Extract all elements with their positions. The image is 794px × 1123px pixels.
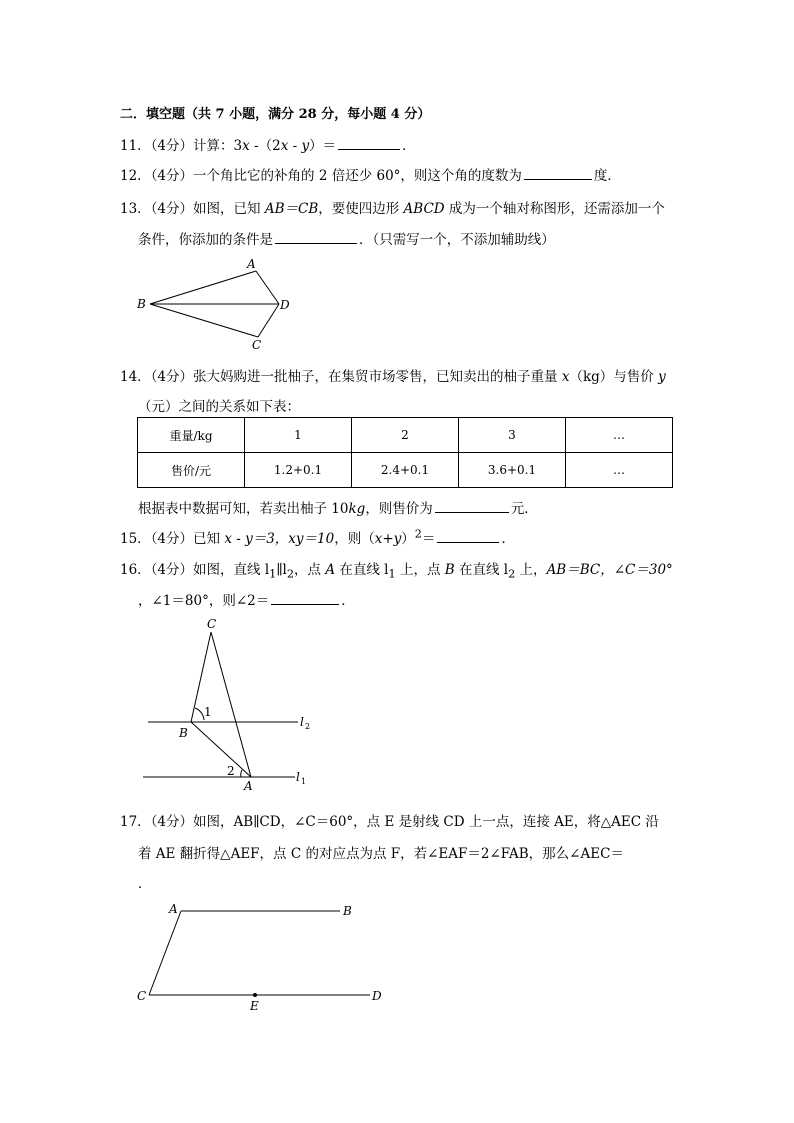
q-text: 如图，直线 l <box>193 562 270 578</box>
segment-BA <box>150 271 256 304</box>
q-text: 度． <box>593 168 621 184</box>
q-text: 上，点 <box>395 562 445 578</box>
var: x <box>561 369 570 385</box>
q-text: ，则售价为 <box>365 501 433 517</box>
q-text: 上， <box>515 562 547 578</box>
q-math: AB＝CB <box>264 201 319 217</box>
q-text: ． <box>501 531 515 547</box>
q-text: ＝ <box>421 531 436 547</box>
q-score: （4分） <box>150 168 194 184</box>
label-l1-sub: 1 <box>301 777 307 786</box>
q-sup: 2 <box>414 527 422 541</box>
question-15 <box>120 527 515 547</box>
q-text: 元． <box>510 501 538 517</box>
q-text: 根据表中数据可知，若卖出柚子 10 <box>138 501 349 517</box>
q-math: B <box>444 562 455 578</box>
label-A: A <box>247 257 256 271</box>
q-text: ． <box>402 138 416 154</box>
question-13-line2 <box>138 228 555 248</box>
q-text: 在直线 l <box>335 562 389 578</box>
question-17 <box>120 810 659 830</box>
point-E <box>253 993 257 997</box>
table-cell: 3 <box>459 418 566 453</box>
segment-BA <box>191 722 251 777</box>
q-text: ∥l <box>276 562 287 578</box>
label-C: C <box>137 989 147 1003</box>
table-cell: 2 <box>352 418 459 453</box>
q-sub: 2 <box>508 567 516 581</box>
section-title: 二．填空题（共 7 小题，满分 28 分，每小题 4 分） <box>120 107 431 122</box>
q-text: -（2 <box>249 138 281 154</box>
question-11 <box>120 134 416 154</box>
answer-blank[interactable] <box>271 592 339 605</box>
question-13 <box>120 197 665 217</box>
q-text: 计算：3 <box>193 138 243 154</box>
figure-13-kite <box>130 255 300 355</box>
q-text: ． <box>138 876 152 892</box>
q-text: 条件，你添加的条件是 <box>138 232 273 248</box>
answer-blank[interactable] <box>437 530 499 543</box>
q-sub: 1 <box>388 567 396 581</box>
label-C: C <box>252 338 262 352</box>
figure-16-parallel-lines <box>138 612 328 792</box>
q-math: x+y <box>374 531 402 547</box>
q-score: （4分） <box>150 138 194 154</box>
table-row <box>138 453 673 488</box>
var: y <box>301 138 310 154</box>
q-text: ，∠1＝80°，则∠2＝ <box>138 593 270 609</box>
q-text: ，则（ <box>334 531 375 547</box>
table-cell: 售价/元 <box>138 453 245 488</box>
question-16 <box>120 558 673 581</box>
q-score: （4分） <box>150 531 194 547</box>
angle-1-arc <box>195 708 204 720</box>
label-l1: l <box>296 770 300 784</box>
q-text: - <box>288 138 302 154</box>
q-number: 15． <box>120 531 151 547</box>
table-cell: … <box>566 453 673 488</box>
label-angle-1: 1 <box>204 705 212 719</box>
var: x <box>280 138 289 154</box>
answer-blank[interactable] <box>524 167 592 180</box>
label-E: E <box>250 999 259 1013</box>
label-l2-sub: 2 <box>305 722 311 731</box>
q-text: ．（只需写一个，不添加辅助线） <box>359 232 555 248</box>
weight-price-table <box>137 417 673 488</box>
q-math: kg <box>348 501 366 517</box>
q-text: （kg） <box>569 369 614 385</box>
label-angle-2: 2 <box>227 764 235 778</box>
var: x <box>242 138 250 154</box>
segment-CA <box>211 632 251 777</box>
label-A: A <box>244 779 253 792</box>
q-text: ，点 <box>294 562 326 578</box>
q-text: ）＝ <box>309 138 337 154</box>
table-cell: 1.2+0.1 <box>245 453 352 488</box>
label-A: A <box>169 902 178 916</box>
q-text: 一个角比它的补角的 2 倍还少 60°，则这个角的度数为 <box>193 168 522 184</box>
q-text: ，要使四边形 <box>318 201 404 217</box>
q-text: 与售价 <box>613 369 659 385</box>
segment-DC <box>258 304 279 337</box>
label-l2: l <box>300 715 304 729</box>
table-cell: 2.4+0.1 <box>352 453 459 488</box>
q-text: 张大妈购进一批柚子，在集贸市场零售，已知卖出的柚子重量 <box>193 369 562 385</box>
question-16-line2 <box>138 589 355 609</box>
q-score: （4分） <box>150 562 194 578</box>
q-number: 12． <box>120 168 151 184</box>
q-text: 如图，AB∥CD，∠C＝60°，点 E 是射线 CD 上一点，连接 AE，将△AEC 沿 <box>193 814 659 830</box>
answer-blank[interactable] <box>435 500 509 513</box>
var: y <box>658 369 666 385</box>
q-number: 11． <box>120 138 151 154</box>
table-cell: … <box>566 418 673 453</box>
table-cell: 3.6+0.1 <box>459 453 566 488</box>
q-text: ． <box>341 593 355 609</box>
angle-2-arc <box>241 770 242 777</box>
label-B: B <box>137 297 146 311</box>
q-number: 13． <box>120 201 151 217</box>
q-text: 在直线 l <box>454 562 509 578</box>
q-score: （4分） <box>150 369 194 385</box>
label-B: B <box>343 904 352 918</box>
label-C: C <box>207 617 217 631</box>
q-text: 成为一个轴对称图形，还需添加一个 <box>444 201 665 217</box>
q-number: 16． <box>120 562 151 578</box>
q-number: 14． <box>120 369 151 385</box>
q-math: ABCD <box>403 201 445 217</box>
question-17-line2: 着 AE 翻折得△AEF，点 C 的对应点为点 F，若∠EAF＝2∠FAB，那么∠AEC＝ <box>138 846 624 862</box>
answer-blank[interactable] <box>275 231 357 244</box>
segment-AC <box>149 911 181 995</box>
question-17-line3 <box>138 872 152 892</box>
q-sub: 2 <box>286 567 295 581</box>
label-D: D <box>280 298 290 312</box>
table-row <box>138 418 673 453</box>
q-sub: 1 <box>269 567 277 581</box>
question-14-line2: （元）之间的关系如下表： <box>138 399 300 415</box>
figure-17-parallel-segments <box>132 898 392 1013</box>
q-score: （4分） <box>150 201 194 217</box>
segment-CB <box>150 304 258 337</box>
answer-blank[interactable] <box>338 137 400 150</box>
question-14 <box>120 365 666 385</box>
segment-AD <box>256 271 279 304</box>
q-math: A <box>325 562 336 578</box>
q-text: 如图，已知 <box>193 201 265 217</box>
table-cell: 1 <box>245 418 352 453</box>
label-D: D <box>372 989 382 1003</box>
q-score: （4分） <box>150 814 194 830</box>
q-math: AB＝BC，∠C＝30° <box>546 562 673 578</box>
question-14-after <box>138 497 538 517</box>
q-math: x - y＝3，xy＝10 <box>224 531 335 547</box>
label-B: B <box>179 726 188 740</box>
question-12 <box>120 164 621 184</box>
q-text: ） <box>401 531 415 547</box>
table-cell: 重量/kg <box>138 418 245 453</box>
q-number: 17． <box>120 814 151 830</box>
q-text: 已知 <box>193 531 225 547</box>
